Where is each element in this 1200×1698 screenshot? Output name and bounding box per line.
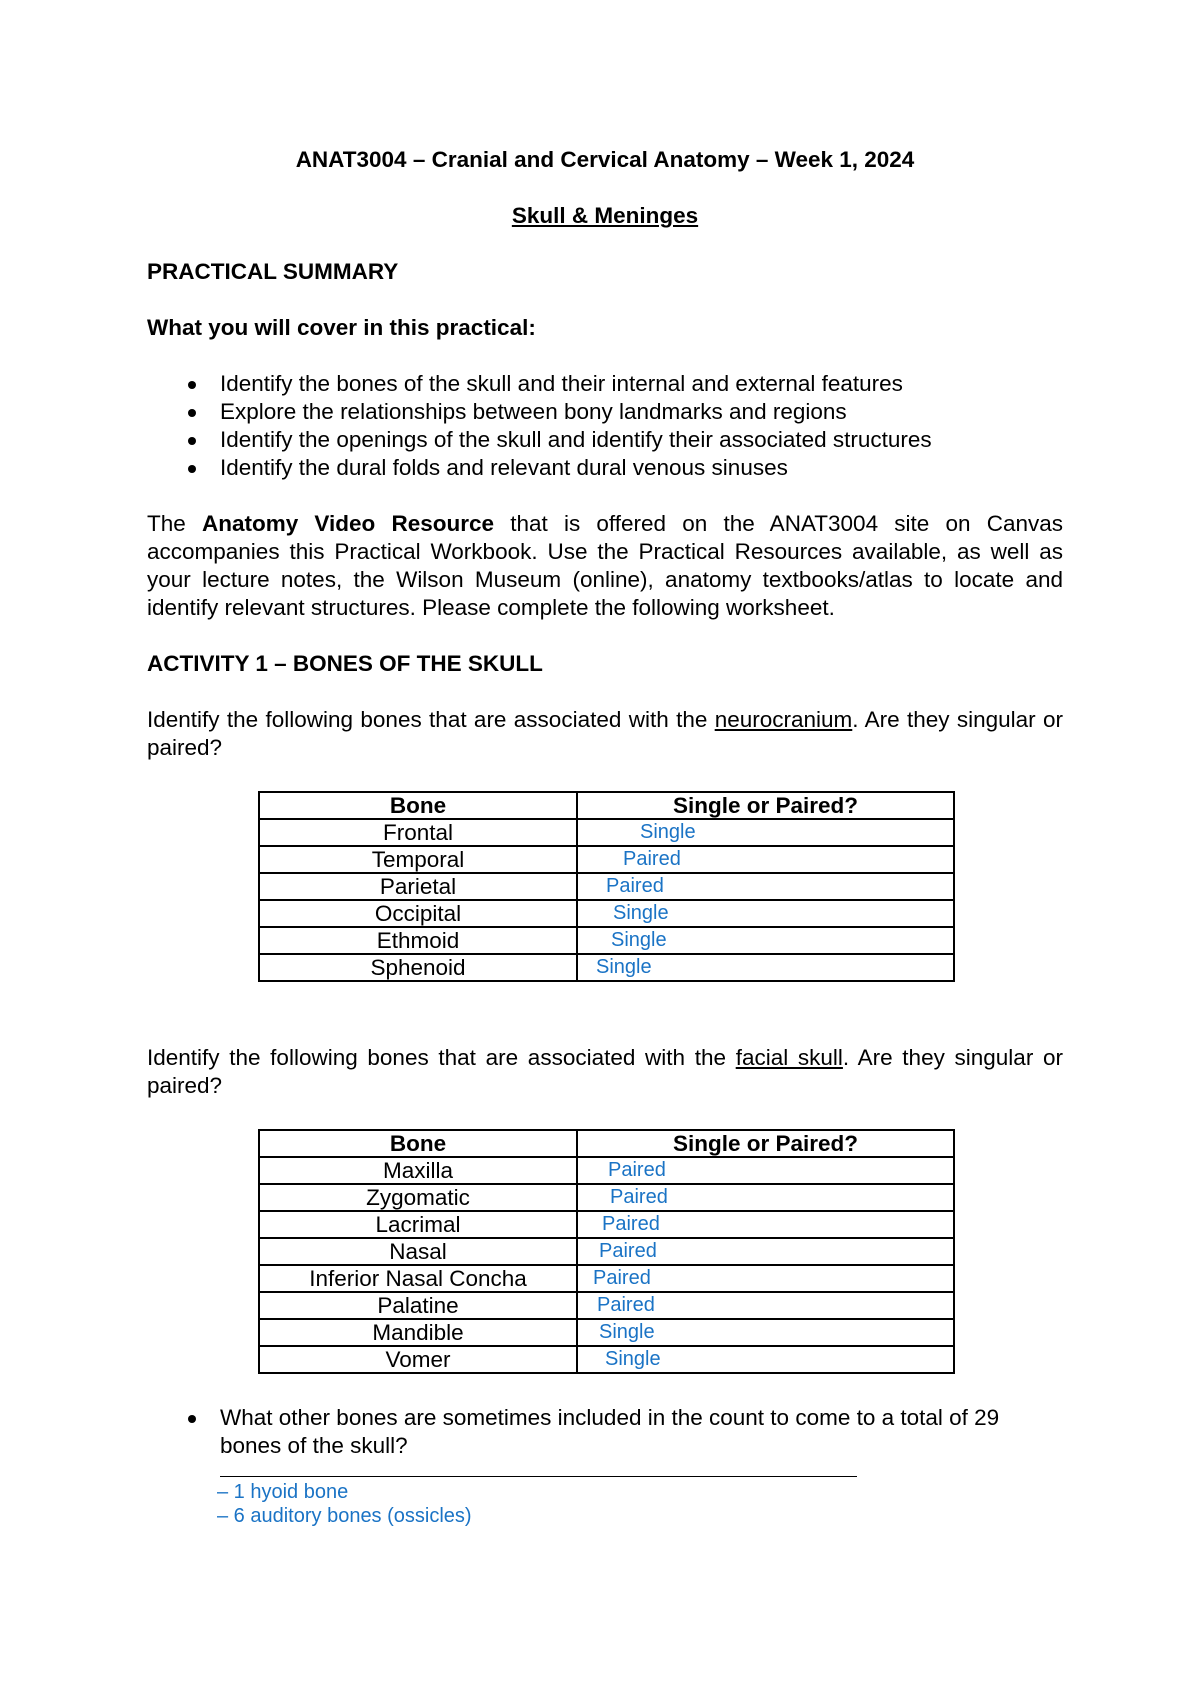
neurocranium-table [258, 791, 955, 982]
answer-text: Single [613, 902, 669, 924]
answer-text: Single [596, 956, 652, 978]
extra-question: What other bones are sometimes included in the count to come to a total of 29 bones of the skull? [147, 1404, 1063, 1460]
resource-para-pre: The [147, 511, 202, 536]
resource-paragraph [147, 510, 1063, 622]
objective-item: Explore the relationships between bony landmarks and regions [147, 398, 1063, 426]
answer-cell [577, 1211, 954, 1238]
facial-skull-table [258, 1129, 955, 1374]
answer-cell [577, 954, 954, 981]
header-answer: Single or Paired? [577, 1130, 954, 1157]
table-row [259, 1184, 954, 1211]
table-row [259, 1238, 954, 1265]
answer-cell [577, 846, 954, 873]
table-row [259, 1346, 954, 1373]
answer-text: Single [640, 821, 696, 843]
resource-para-post: that is offered on the ANAT3004 site on Canvas accompanies this Practical Workbook. Use the Practical Resources available, as well as your lecture notes, the Wilson Museum (online), anatomy textbooks/atlas to locate and identify relevant structures. Please complete the following worksheet. [147, 511, 1063, 620]
answer-cell [577, 1238, 954, 1265]
bone-name: Temporal [259, 846, 577, 873]
bone-name: Inferior Nasal Concha [259, 1265, 577, 1292]
document-subtitle [147, 202, 1063, 230]
table-row [259, 819, 954, 846]
answer-line [220, 1460, 857, 1477]
cover-heading: What you will cover in this practical: [147, 315, 536, 340]
bone-name: Parietal [259, 873, 577, 900]
extra-question-list [147, 1404, 1063, 1460]
answer-text: Single [599, 1321, 655, 1343]
q2-underlined: facial skull [735, 1045, 843, 1070]
bone-name: Maxilla [259, 1157, 577, 1184]
header-answer: Single or Paired? [577, 792, 954, 819]
table-header-row [259, 1130, 954, 1157]
document-title: ANAT3004 – Cranial and Cervical Anatomy – Week 1, 2024 [295, 147, 915, 172]
answer-cell [577, 819, 954, 846]
answer-cell [577, 900, 954, 927]
bone-name: Occipital [259, 900, 577, 927]
answer-cell [577, 1265, 954, 1292]
answer-cell [577, 1319, 954, 1346]
q2-post: . Are they singular or paired? [147, 1045, 1063, 1098]
answer-text: Paired [610, 1186, 668, 1208]
answer-text: Paired [597, 1294, 655, 1316]
bone-name: Lacrimal [259, 1211, 577, 1238]
objectives-list [147, 370, 1063, 482]
table-row [259, 1319, 954, 1346]
table-row [259, 846, 954, 873]
answer-cell [577, 873, 954, 900]
answer-text: Single [611, 929, 667, 951]
table-row [259, 1157, 954, 1184]
answer-text: Paired [602, 1213, 660, 1235]
answer-text: Paired [606, 875, 664, 897]
q1-pre: Identify the following bones that are associated with the [147, 707, 715, 732]
answer-text: Paired [599, 1240, 657, 1262]
bone-name: Mandible [259, 1319, 577, 1346]
bone-name: Frontal [259, 819, 577, 846]
answer-hyoid: – 1 hyoid bone [217, 1481, 349, 1503]
q1-underlined: neurocranium [714, 707, 853, 732]
table-header-row [259, 792, 954, 819]
answer-cell [577, 1157, 954, 1184]
header-bone: Bone [259, 1130, 577, 1157]
table-row [259, 873, 954, 900]
document-content [147, 146, 1063, 1528]
answer-cell [577, 1184, 954, 1211]
table-row [259, 1211, 954, 1238]
bone-name: Palatine [259, 1292, 577, 1319]
resource-para-bold: Anatomy Video Resource [201, 511, 495, 536]
practical-summary-heading: PRACTICAL SUMMARY [147, 259, 399, 284]
objective-item: Identify the bones of the skull and their internal and external features [147, 370, 1063, 398]
bone-name: Ethmoid [259, 927, 577, 954]
answer-cell [577, 927, 954, 954]
bone-name: Vomer [259, 1346, 577, 1373]
q2-pre: Identify the following bones that are associated with the [147, 1045, 736, 1070]
answer-text: Paired [623, 848, 681, 870]
header-bone: Bone [259, 792, 577, 819]
bone-name: Zygomatic [259, 1184, 577, 1211]
table-row [259, 954, 954, 981]
answer-cell [577, 1292, 954, 1319]
answer-text: Single [605, 1348, 661, 1370]
extra-answers [217, 1480, 1063, 1528]
objective-item: Identify the openings of the skull and identify their associated structures [147, 426, 1063, 454]
table-row [259, 1292, 954, 1319]
answer-text: Paired [608, 1159, 666, 1181]
answer-text: Paired [593, 1267, 651, 1289]
answer-ossicles: – 6 auditory bones (ossicles) [217, 1505, 472, 1527]
subtitle-text: Skull & Meninges [511, 203, 699, 228]
question-neurocranium [147, 706, 1063, 762]
question-facial [147, 1044, 1063, 1100]
objective-item: Identify the dural folds and relevant dural venous sinuses [147, 454, 1063, 482]
q1-post: . Are they singular or paired? [147, 707, 1063, 760]
activity-heading: ACTIVITY 1 – BONES OF THE SKULL [147, 651, 543, 676]
bone-name: Nasal [259, 1238, 577, 1265]
bone-name: Sphenoid [259, 954, 577, 981]
table-row [259, 900, 954, 927]
answer-cell [577, 1346, 954, 1373]
table-row [259, 1265, 954, 1292]
table-row [259, 927, 954, 954]
